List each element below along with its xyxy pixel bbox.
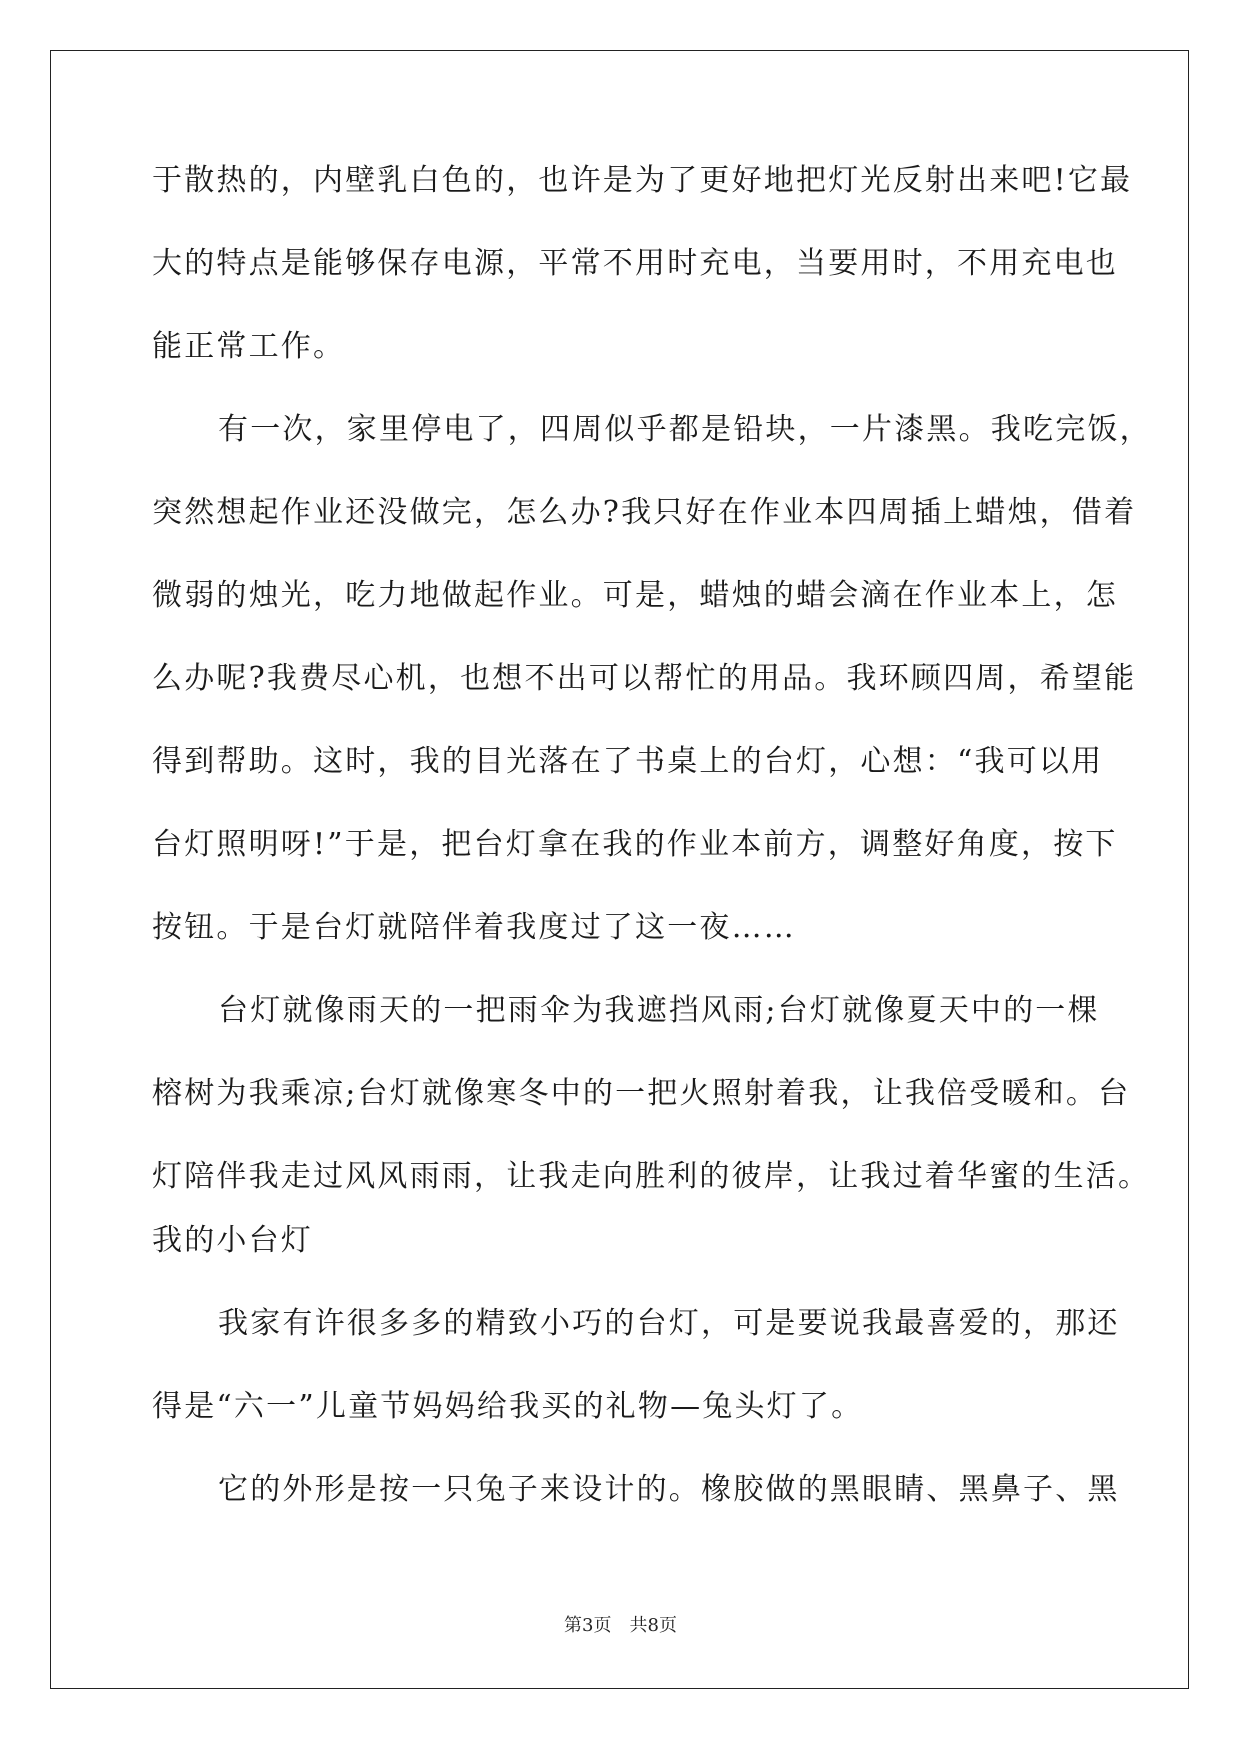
text-line: 它的外形是按一只兔子来设计的。橡胶做的黑眼睛、黑鼻子、黑 [218,1472,1120,1507]
text-line: 榕树为我乘凉;台灯就像寒冬中的一把火照射着我，让我倍受暖和。台 [152,1076,1131,1111]
text-line: 台灯就像雨天的一把雨伞为我遮挡风雨;台灯就像夏天中的一棵 [218,993,1100,1028]
text-line: 台灯照明呀!”于是，把台灯拿在我的作业本前方，调整好角度，按下 [152,827,1118,862]
text-line: 得是“六一”儿童节妈妈给我买的礼物—兔头灯了。 [152,1389,864,1424]
text-line: 我家有许很多多的精致小巧的台灯，可是要说我最喜爱的，那还 [218,1306,1120,1341]
document-body [152,161,1152,1553]
text-line: 么办呢?我费尽心机，也想不出可以帮忙的用品。我环顾四周，希望能 [152,661,1137,696]
text-line: 突然想起作业还没做完，怎么办?我只好在作业本四周插上蜡烛，借着 [152,495,1137,530]
text-line: 有一次，家里停电了，四周似乎都是铅块，一片漆黑。我吃完饭， [218,412,1152,447]
text-line: 大的特点是能够保存电源，平常不用时充电，当要用时，不用充电也 [152,246,1118,281]
text-line: 灯陪伴我走过风风雨雨，让我走向胜利的彼岸，让我过着华蜜的生活。 [152,1159,1151,1194]
section-title: 我的小台灯 [152,1223,313,1258]
text-line: 微弱的烛光，吃力地做起作业。可是，蜡烛的蜡会滴在作业本上，怎 [152,578,1118,613]
text-line: 得到帮助。这时，我的目光落在了书桌上的台灯，心想：“我可以用 [152,744,1104,779]
page-number: 第3页 共8页 [564,1615,677,1636]
text-line: 于散热的，内壁乳白色的，也许是为了更好地把灯光反射出来吧!它最 [152,163,1133,198]
text-line: 按钮。于是台灯就陪伴着我度过了这一夜…… [152,910,796,945]
text-line: 能正常工作。 [152,329,346,364]
